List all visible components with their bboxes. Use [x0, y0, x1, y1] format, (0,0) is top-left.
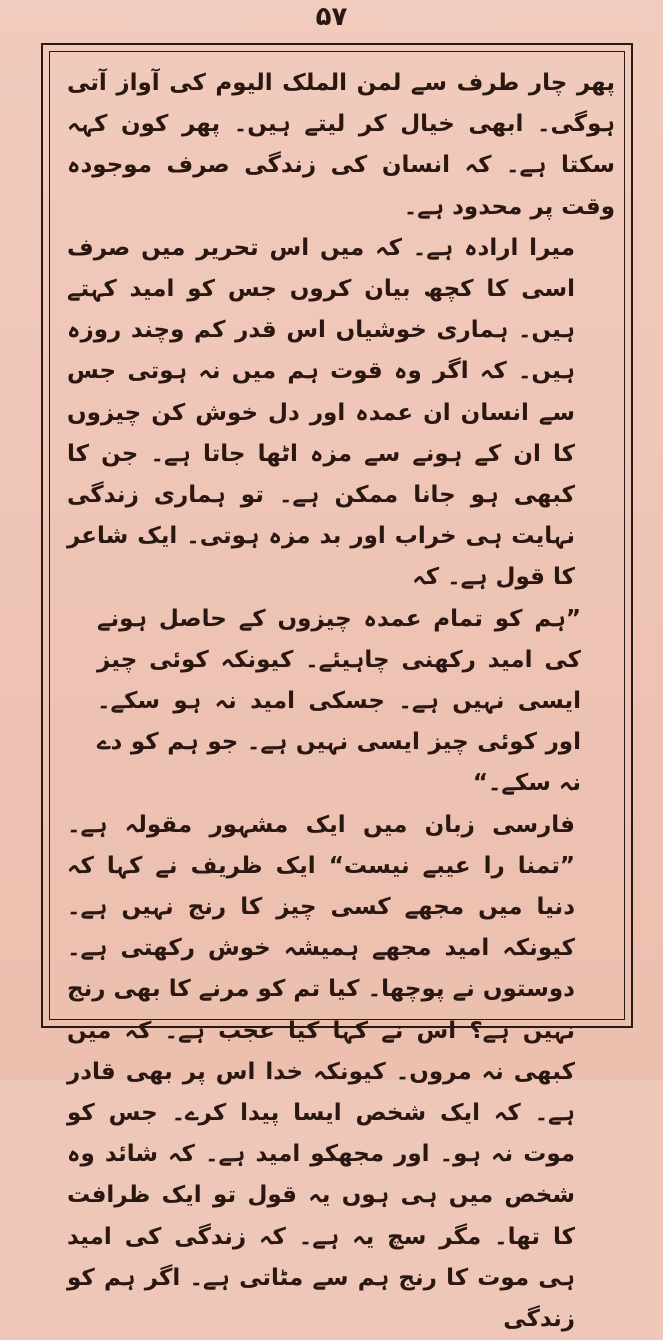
page-text — [67, 63, 615, 1333]
paragraph: پھر چار طرف سے لمن الملک الیوم کی آواز آتی ہوگی۔ ابھی خیال کر لیتے ہیں۔ پھر کون کہہ سکتا ہے۔ کہ انسان کی زندگی صرف موجودہ وقت پر محدود ہے۔ — [67, 70, 615, 220]
quotation: ”ہم کو تمام عمدہ چیزوں کے حاصل ہونے کی امید رکھنی چاہیئے۔ کیونکہ کوئی چیز ایسی نہیں ہے۔ جسکی امید نہ ہو سکے۔ اور کوئی چیز ایسی نہیں ہے۔ جو ہم کو دے نہ سکے۔“ — [97, 605, 581, 797]
paragraph: میرا ارادہ ہے۔ کہ میں اس تحریر میں صرف اسی کا کچھ بیان کروں جس کو امید کہتے ہیں۔ ہماری خوشیاں اس قدر کم وچند روزہ ہیں۔ کہ اگر وہ قوت ہم میں نہ ہوتی جس سے انسان ان عمدہ اور دل خوش کن چیزوں کا ان کے ہونے سے مزہ اٹھا جاتا ہے۔ جن کا کبھی ہو جانا ممکن ہے۔ تو ہماری زندگی نہایت ہی خراب اور بد مزہ ہوتی۔ ایک شاعر کا قول ہے۔ کہ — [67, 234, 575, 591]
page-number: ۵۷ — [315, 2, 348, 32]
paragraph: فارسی زبان میں ایک مشہور مقولہ ہے۔ ”تمنا را عیبے نیست“ ایک ظریف نے کہا کہ دنیا میں مجھے کسی چیز کا رنج نہیں ہے۔ کیونکہ امید مجھے ہمیشہ خوش رکھتی ہے۔ دوستوں نے پوچھا۔ کیا تم کو مرنے کا بھی رنج نہیں ہے؟ اس نے کہا کیا عجب ہے۔ کہ میں کبھی نہ مروں۔ کیونکہ خدا اس پر بھی قادر ہے۔ کہ ایک شخص ایسا پیدا کرے۔ جس کو موت نہ ہو۔ اور مجھکو امید ہے۔ کہ شائد وہ شخص میں ہی ہوں یہ قول تو ایک ظرافت کا تھا۔ مگر سچ یہ ہے۔ کہ زندگی کی امید ہی موت کا رنج ہم سے مٹاتی ہے۔ اگر ہم کو زندگی — [67, 811, 575, 1333]
page-border-outer — [41, 43, 633, 1333]
